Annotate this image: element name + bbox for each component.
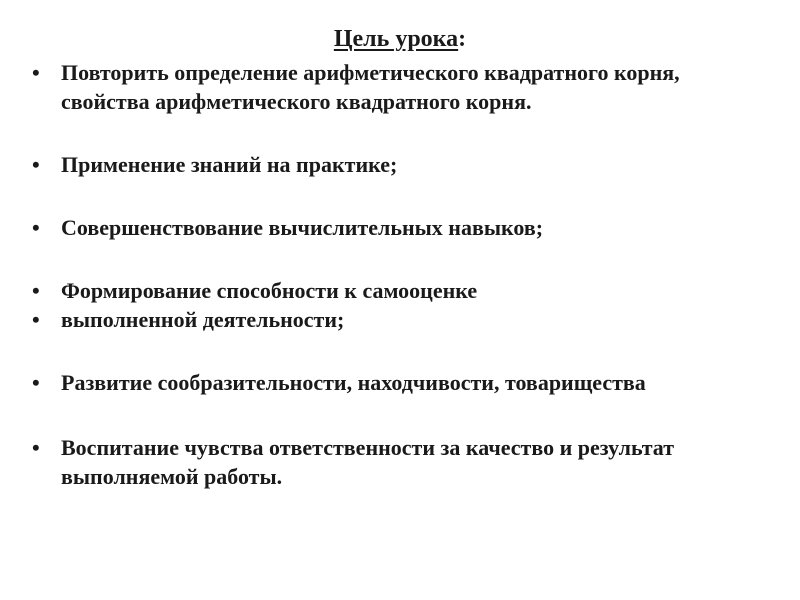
list-item	[30, 305, 770, 334]
bullet-icon: •	[32, 435, 40, 460]
list-item-text: Совершенствование вычислительных навыков;	[61, 215, 544, 240]
bullet-icon: •	[32, 152, 40, 177]
list-item	[30, 276, 770, 305]
bullet-icon: •	[32, 215, 40, 240]
list-item	[30, 150, 770, 179]
slide-title	[0, 24, 800, 54]
list-item	[30, 58, 770, 116]
bullet-icon: •	[32, 307, 40, 332]
bullet-icon: •	[32, 370, 40, 395]
list-item	[30, 433, 770, 491]
goals-list	[30, 58, 770, 491]
list-item-text: выполненной деятельности;	[61, 307, 345, 332]
list-item	[30, 213, 770, 242]
list-item-text: Развитие сообразительности, находчивости, товарищества	[61, 370, 646, 395]
bullet-icon: •	[32, 278, 40, 303]
slide-title-text: Цель урока	[333, 26, 459, 52]
bullet-icon: •	[32, 60, 40, 85]
slide-title-colon: :	[458, 26, 467, 52]
list-item-text: Формирование способности к самооценке	[61, 278, 478, 303]
list-item-text: Применение знаний на практике;	[61, 152, 398, 177]
list-item	[30, 368, 770, 397]
list-item-text: Воспитание чувства ответственности за качество и результат выполняемой работы.	[61, 435, 675, 489]
list-item-text: Повторить определение арифметического квадратного корня, свойства арифметического квадратного корня.	[61, 60, 680, 114]
